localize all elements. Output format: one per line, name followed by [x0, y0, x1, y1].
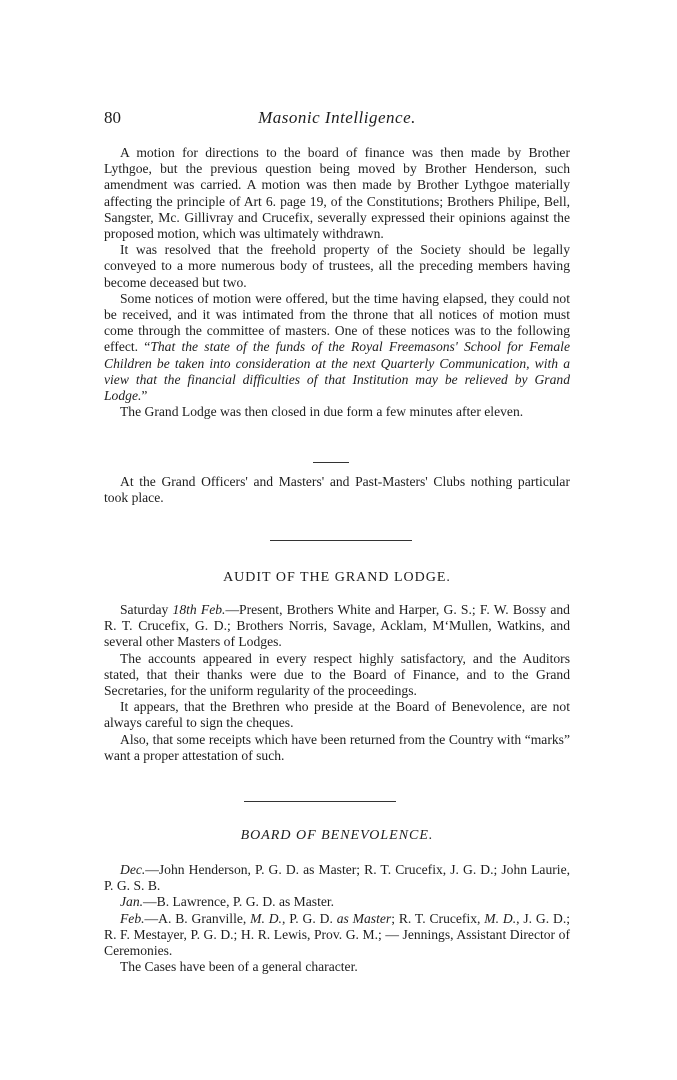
audit-heading: AUDIT OF THE GRAND LODGE.: [223, 570, 451, 585]
running-title: Masonic Intelligence.: [258, 108, 416, 127]
audit-section: [104, 602, 570, 764]
paragraph: At the Grand Officers' and Masters' and Past-Masters' Clubs nothing particular took place.: [104, 474, 570, 506]
page-header: [104, 108, 570, 132]
entry-text: ; R. T. Crucefix,: [391, 910, 485, 926]
entry-february: [104, 911, 570, 960]
paragraph-text: Saturday: [120, 602, 173, 617]
date: 18th Feb.: [172, 602, 226, 617]
role: as Master: [336, 910, 392, 926]
paragraph: The Grand Lodge was then closed in due form a few minutes after eleven.: [120, 404, 524, 420]
month-label: Dec.: [120, 862, 146, 877]
benevolence-heading: BOARD OF BENEVOLENCE.: [240, 828, 434, 843]
closing-quote: ”: [141, 388, 148, 404]
paragraph: Also, that some receipts which have been returned from the Country with “marks” want a proper attestation of such.: [104, 731, 570, 763]
paragraph: It appears, that the Brethren who preside at the Board of Benevolence, are not always careful to sign the cheques.: [104, 699, 570, 731]
paragraph: The Cases have been of a general character.: [120, 959, 358, 975]
entry-january: [104, 894, 570, 910]
page-number: 80: [104, 108, 121, 127]
entry-text: , P. G. D.: [281, 910, 337, 926]
paragraph-text: Some notices of motion were offered, but the time having elapsed, they could not be received, and it was intimated from the throne that all notices of motion must come through the committee of masters. One of these notices was to the following effect. “: [104, 290, 570, 355]
degree: M. D.: [484, 910, 517, 926]
paragraph: The accounts appeared in every respect highly satisfactory, and the Auditors stated, that their thanks were due to the Board of Finance, and to the Grand Secretaries, for the uniform regularity of the proceedings.: [104, 650, 570, 699]
paragraph: A motion for directions to the board of finance was then made by Brother Lythgoe, but the previous question being moved by Brother Henderson, such amendment was carried. A motion was then made by Brother Lythgoe materially affecting the principle of Art 6. page 19, of the Constitutions; Brothers Philipe, Bell, Sangster, Mc. Gillivray and Crucefix, severally expressed their opinions against the proposed motion, which was ultimately withdrawn.: [104, 145, 570, 242]
paragraph: [104, 602, 570, 651]
divider: [313, 462, 349, 463]
entry-text: —John Henderson, P. G. D. as Master; R. T. Crucefix, J. G. D.; John Laurie, P. G. S. B.: [104, 862, 570, 894]
paragraph-text: —Present, Brothers White and Harper, G. S.; F. W. Bossy and R. T. Crucefix, G. D.; Brothers Norris, Savage, Acklam, M‘Mullen, Watkins, and several other Masters of Lodges.: [104, 602, 570, 650]
entry-december: [104, 862, 570, 894]
section-divider: [270, 540, 412, 541]
entry-text: , J. G. D.; R. F. Mestayer, P. G. D.; H. R. Lewis, Prov. G. M.; — Jennings, Assistant Director of Ceremonies.: [104, 910, 570, 959]
month-label: Feb.: [120, 910, 145, 926]
section-divider: [244, 801, 396, 802]
benevolence-section: [104, 862, 570, 975]
paragraph: [104, 291, 570, 404]
month-label: Jan.: [120, 894, 144, 910]
entry-text: —B. Lawrence, P. G. D. as Master.: [143, 894, 335, 910]
quoted-notice: That the state of the funds of the Royal Freemasons' School for Female Children be taken into consideration at the next Quarterly Communication, with a view that the financial difficulties of that Institution may be relieved by Grand Lodge.: [104, 339, 570, 404]
grand-lodge-section: [104, 145, 570, 420]
entry-text: —A. B. Granville,: [144, 910, 251, 926]
clubs-section: [104, 474, 570, 506]
degree: M. D.: [250, 910, 282, 926]
paragraph: It was resolved that the freehold property of the Society should be legally conveyed to a more numerous body of trustees, all the preceding members having become deceased but two.: [104, 242, 570, 290]
